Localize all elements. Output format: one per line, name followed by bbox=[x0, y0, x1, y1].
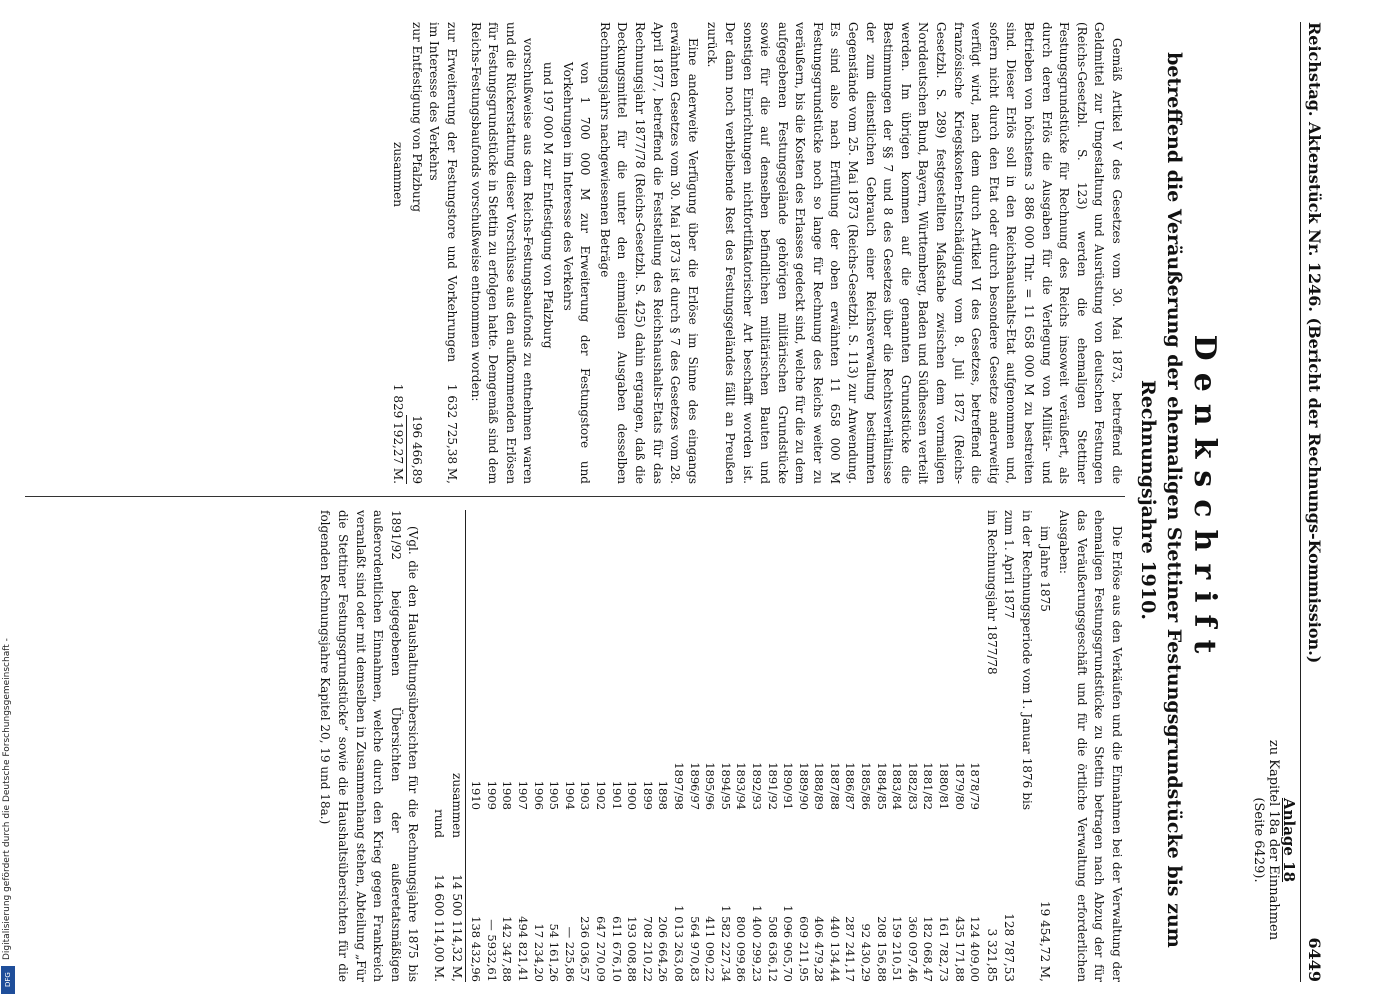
year-table bbox=[468, 510, 983, 982]
value-cell: 161 782,73 bbox=[937, 916, 952, 982]
value-cell: 1 013 263,08 bbox=[671, 905, 686, 982]
year-cell: 1879/80 bbox=[952, 762, 967, 810]
value-cell: 193 008,88 bbox=[625, 916, 640, 982]
anlage-block bbox=[1251, 700, 1296, 980]
sum-row-total bbox=[389, 22, 407, 484]
header-rule bbox=[1300, 22, 1301, 982]
year-row bbox=[639, 510, 655, 982]
year-row bbox=[889, 510, 905, 982]
first-entry-value: 19 454,72 M, bbox=[1037, 901, 1052, 982]
third-entry-label: im Rechnungsjahr 1877/78 bbox=[984, 510, 999, 675]
year-row bbox=[858, 510, 874, 982]
year-row bbox=[530, 510, 546, 982]
total-value: 14 500 114,32 M, bbox=[449, 874, 464, 982]
year-cell: 1900 bbox=[625, 780, 640, 810]
page-number: 6449 bbox=[1305, 937, 1324, 982]
year-cell: 1898 bbox=[656, 780, 671, 810]
value-cell: 17 234,20 bbox=[531, 923, 546, 982]
year-row bbox=[920, 510, 936, 982]
rund-value: 14 600 114,00 M. bbox=[432, 874, 447, 982]
value-cell: 1 582 227,34 bbox=[718, 905, 733, 982]
first-entry-label: im Jahre 1875 bbox=[1037, 526, 1052, 612]
paragraph-1: Gemäß Artikel V des Gesetzes vom 30. Mai 1873, betreffend die Geldmittel zur Umgestaltung und Ausrüstung von deutschen Festungen (Reichs-Gesetzbl. S. 123) werden die ehemaligen Stettiner Festungsgrundstücke für Rechnung des Reichs insoweit veräußert, als durch deren Erlös die Ausgaben für die Verlegung von Militär- und Betrieben von höchstens 3 886 000 Thlr. = 11 658 000 M zu bestreiten sind. Dieser Erlös soll in den Reichshaushalts-Etat aufgenommen und, sofern nicht durch den Etat oder durch besondere Gesetze anderweitig verfügt wird, nach dem durch Artikel VI des Gesetzes, betreffend die französische Kriegskosten-Entschädigung vom 8. Juli 1872 (Reichs-Gesetzbl. S. 289) festgestellten Maßstabe zwischen dem vormaligen Norddeutschen Bund, Bayern, Württemberg, Baden und Südhessen verteilt werden. Im übrigen kommen auf die genannten Grundstücke die Bestimmungen der §§ 7 und 8 des Gesetzes über die Rechtsverhältnisse der zum dienstlichen Gebrauch einer Reichsverwaltung bestimmten Gegenstände vom 25. Mai 1873 (Reichs-Gesetzbl. S. 113) zur Anwendung. Es sind also nach Erfüllung der oben erwähnten 11 658 000 M Festungsgrundstücke noch so lange für Rechnung des Reichs weiter zu veräußern, bis die Kosten des Erlasses gedeckt sind, welche für die zu dem aufgegebenen Festungsgelände gehörigen militärischen Grundstücke sowie für die auf denselben befindlichen militärischen Bauten und sonstigen Einrichtungen nichtfortifikatorischer Art beschafft worden ist. Der dann noch verbleibende Rest des Festungsgeländes fällt an Preußen zurück. bbox=[705, 22, 1124, 484]
value-cell: 411 090,22 bbox=[703, 916, 718, 982]
year-cell: 1890/91 bbox=[781, 762, 796, 810]
sum-row-1 bbox=[425, 22, 460, 484]
year-row bbox=[686, 510, 702, 982]
year-row bbox=[717, 510, 733, 982]
year-row bbox=[811, 510, 827, 982]
third-entry bbox=[982, 510, 1000, 982]
value-cell: 494 821,41 bbox=[516, 916, 531, 982]
year-row bbox=[561, 510, 577, 982]
total-row bbox=[447, 510, 466, 982]
sum-label-total: zusammen bbox=[391, 142, 406, 207]
value-cell: 287 241,17 bbox=[843, 916, 858, 982]
sum-label-2: zur Entfestigung von Pfalzburg bbox=[409, 22, 424, 213]
year-row bbox=[499, 510, 515, 982]
footer-text: Digitalisierung gefördert durch die Deutsche Forschungsgemeinschaft - bbox=[2, 638, 12, 960]
second-entry-label: in der Rechnungsperiode vom 1. Januar 1876 bis zum 1. April 1877 bbox=[1002, 510, 1035, 810]
year-cell: 1882/83 bbox=[905, 762, 920, 810]
anlage-line-2: (Seite 6429). bbox=[1251, 797, 1266, 883]
value-cell: 508 636,12 bbox=[765, 916, 780, 982]
year-cell: 1901 bbox=[609, 780, 624, 810]
item-pfalzburg: und 197 000 M zur Entfestigung von Pfalzburg bbox=[541, 62, 555, 349]
second-entry-value: 128 787,53 bbox=[1002, 913, 1017, 982]
year-cell: 1903 bbox=[578, 780, 593, 810]
value-cell: 708 210,22 bbox=[640, 916, 655, 982]
year-row bbox=[546, 510, 562, 982]
value-cell: 236 036,57 bbox=[578, 916, 593, 982]
value-cell: 142 347,88 bbox=[500, 916, 515, 982]
sum-value-2: 196 466,89 bbox=[406, 415, 425, 484]
year-cell: 1889/90 bbox=[796, 762, 811, 810]
rund-label: rund bbox=[432, 809, 447, 838]
value-cell: 159 210,51 bbox=[890, 916, 905, 982]
year-cell: 1891/92 bbox=[765, 762, 780, 810]
value-cell: 54 161,26 bbox=[547, 923, 562, 982]
third-entry-value: 3 321,85 bbox=[984, 928, 999, 982]
year-row bbox=[608, 510, 624, 982]
year-row bbox=[702, 510, 718, 982]
value-cell: 138 432,96 bbox=[469, 916, 484, 982]
year-row bbox=[951, 510, 967, 982]
value-cell: 1 096 905,70 bbox=[781, 905, 796, 982]
right-column bbox=[25, 510, 1125, 982]
year-row bbox=[780, 510, 796, 982]
paragraph-2: Eine anderweite Verfügung über die Erlöse im Sinne des eingangs erwähnten Gesetzes vom 30. Mai 1873 ist durch § 7 des Gesetzes vom 28. April 1877, betreffend die Feststellung des Reichshaushalts-Etats für das Rechnungsjahr 1877/78 (Reichs-Gesetzbl. S. 425) dahin ergangen, daß die Deckungsmittel für die unter den einmaligen Ausgaben desselben Rechnungsjahrs nachgewiesenen Beträge bbox=[597, 22, 700, 484]
sum-label-1: zur Erweiterung der Festungstore und Vorkehrungen im Interesse des Verkehrs bbox=[427, 22, 460, 362]
value-cell: 647 270,09 bbox=[594, 916, 608, 982]
right-intro: Die Erlöse aus den Verkäufen und die Einnahmen bei der Verwaltung der ehemaligen Festungsgrundstücke zu Stettin betragen nach Abzug der für das Veräußerungsgeschäft und für die örtliche Verwaltung erforderlichen Ausgaben: bbox=[1057, 510, 1124, 982]
year-row bbox=[764, 510, 780, 982]
year-row bbox=[748, 510, 764, 982]
value-cell: 182 068,47 bbox=[921, 916, 936, 982]
year-row bbox=[795, 510, 811, 982]
header-left-text: Reichstag. Aktenstück Nr. 1246. (Bericht der Rechnungs-Kommission.) bbox=[1305, 22, 1324, 664]
value-cell: 611 676,10 bbox=[609, 916, 624, 982]
year-row bbox=[935, 510, 951, 982]
value-cell: 800 099,86 bbox=[734, 916, 749, 982]
sum-row-2 bbox=[406, 22, 425, 484]
digitization-footer bbox=[2, 0, 14, 1000]
item-festungstore: von 1 700 000 M zur Erweiterung der Festungstore und Vorkehrungen im Interesse des Verkehrs bbox=[560, 62, 593, 484]
value-cell: 440 134,44 bbox=[827, 916, 842, 982]
first-entry bbox=[1035, 510, 1053, 982]
year-row bbox=[624, 510, 640, 982]
year-cell: 1881/82 bbox=[921, 762, 936, 810]
year-row bbox=[873, 510, 889, 982]
year-cell: 1892/93 bbox=[749, 762, 764, 810]
year-cell: 1888/89 bbox=[812, 762, 827, 810]
year-row bbox=[670, 510, 686, 982]
year-cell: 1894/95 bbox=[718, 762, 733, 810]
year-cell: 1907 bbox=[516, 780, 531, 810]
year-row bbox=[842, 510, 858, 982]
year-row bbox=[483, 510, 499, 982]
second-entry bbox=[1000, 510, 1035, 982]
value-cell: — 5932,61 bbox=[484, 919, 499, 982]
year-cell: 1905 bbox=[547, 780, 562, 810]
value-cell: — 225,86 bbox=[562, 926, 577, 982]
total-label: zusammen bbox=[449, 773, 464, 838]
value-cell: 360 097,46 bbox=[905, 916, 920, 982]
value-cell: 124 409,00 bbox=[968, 916, 983, 982]
value-cell: 206 664,26 bbox=[656, 916, 671, 982]
sum-value-1: 1 632 725,38 M, bbox=[445, 383, 460, 484]
year-cell: 1886/87 bbox=[843, 762, 858, 810]
year-row bbox=[733, 510, 749, 982]
year-row bbox=[514, 510, 530, 982]
year-cell: 1880/81 bbox=[937, 762, 952, 810]
sum-value-total: 1 829 192,27 M. bbox=[391, 383, 406, 484]
column-divider bbox=[25, 496, 1125, 497]
year-cell: 1906 bbox=[531, 780, 546, 810]
title-block bbox=[1135, 20, 1222, 980]
value-cell: 208 156,88 bbox=[874, 916, 889, 982]
year-cell: 1885/86 bbox=[859, 762, 874, 810]
year-cell: 1883/84 bbox=[890, 762, 905, 810]
year-row bbox=[577, 510, 593, 982]
value-cell: 609 211,95 bbox=[796, 916, 811, 982]
value-cell: 92 430,29 bbox=[859, 923, 874, 982]
value-cell: 1 400 299,23 bbox=[749, 905, 764, 982]
year-cell: 1902 bbox=[594, 780, 608, 810]
year-row bbox=[655, 510, 671, 982]
year-cell: 1899 bbox=[640, 780, 655, 810]
page-header bbox=[1300, 22, 1324, 982]
value-cell: 564 970,83 bbox=[687, 916, 702, 982]
year-cell: 1897/98 bbox=[671, 762, 686, 810]
year-row bbox=[592, 510, 608, 982]
year-row bbox=[826, 510, 842, 982]
year-cell: 1884/85 bbox=[874, 762, 889, 810]
rund-row bbox=[429, 510, 447, 982]
paragraph-3: vorschußweise aus dem Reichs-Festungsbaufonds zu entnehmen waren und die Rückerstattung dieser Vorschüsse aus den aufkommenden Erlösen für Festungsgrundstücke in Stettin zu erfolgen hatte. Demgemäß sind dem Reichs-Festungsbaufonds vorschußweise entnommen worden: bbox=[468, 22, 536, 484]
year-row bbox=[967, 510, 983, 982]
year-cell: 1910 bbox=[469, 780, 484, 810]
dfg-logo: DFG bbox=[1, 966, 15, 994]
year-cell: 1893/94 bbox=[734, 762, 749, 810]
left-column bbox=[25, 22, 1125, 484]
year-cell: 1908 bbox=[500, 780, 515, 810]
anlage-title: Anlage 18 bbox=[1280, 797, 1298, 883]
value-cell: 406 479,28 bbox=[812, 916, 827, 982]
anlage-line-1: zu Kapitel 18a der Einnahmen bbox=[1266, 739, 1281, 941]
year-row bbox=[904, 510, 920, 982]
document-title: Denkschrift bbox=[1187, 334, 1222, 666]
year-table-body bbox=[468, 510, 983, 982]
value-cell: 435 171,88 bbox=[952, 916, 967, 982]
document-subtitle: betreffend die Veräußerung der ehemaligen Stettiner Festungsgrundstücke bis zum Rechnungsjahre 1910. bbox=[1137, 52, 1185, 948]
reference-note: (Vgl. die den Haushaltungsübersichten für die Rechnungsjahre 1875 bis 1891/92 beigegebenen Übersichten der außeretatsmäßigen außerordentlichen Einnahmen, welche durch den Krieg gegen Frankreich veranlaßt sind oder mit demselben in Zusammenhang stehen, Abteilung „Für die Stettiner Festungsgrundstücke“ sowie die Haushaltsübersichten für die folgenden Rechnungsjahre Kapitel 20, 19 und 18a.) bbox=[318, 510, 421, 982]
year-cell: 1887/88 bbox=[827, 762, 842, 810]
year-cell: 1904 bbox=[562, 780, 577, 810]
year-cell: 1878/79 bbox=[968, 762, 983, 810]
year-cell: 1895/96 bbox=[703, 762, 718, 810]
year-cell: 1896/97 bbox=[687, 762, 702, 810]
year-cell: 1909 bbox=[484, 780, 499, 810]
year-row bbox=[468, 510, 484, 982]
